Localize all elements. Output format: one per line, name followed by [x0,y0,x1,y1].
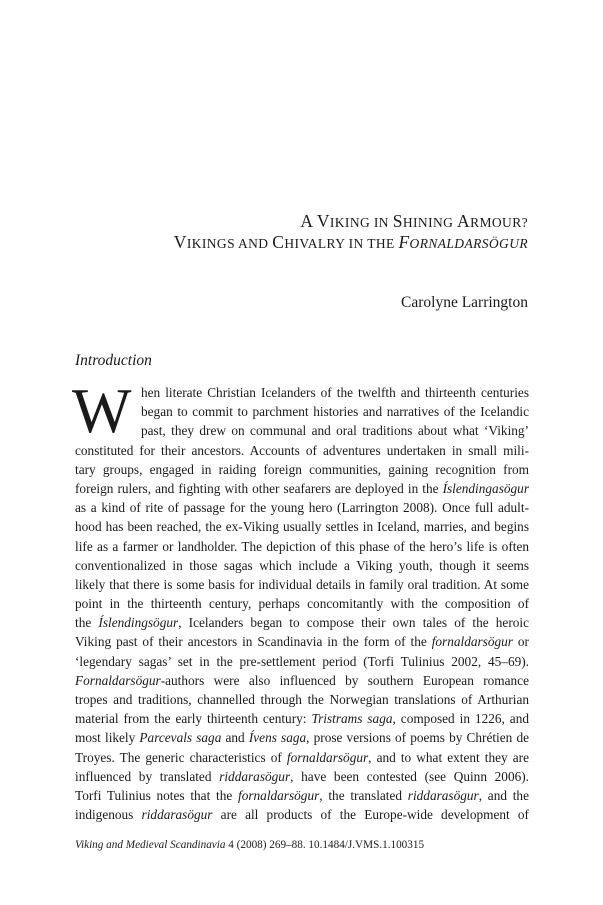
saga-term: Íslendingsögur [98,615,179,631]
article-title-line-1 [58,211,528,232]
body-line: indigenous riddarasögur are all products of the Europe-wide development of [75,807,529,823]
saga-term: fornaldarsögur [431,634,513,650]
title-text: C [272,232,285,252]
body-line: began to commit to parchment histories and narratives of the Icelandic [141,404,529,420]
title-text: V [173,232,187,252]
saga-term: Fornaldarsögur [75,672,161,688]
saga-term: fornaldarsögur [238,787,320,803]
body-line: as a kind of rite of passage for the young hero (Larrington 2008). Once full adult- [75,500,529,516]
journal-name: Viking and Medieval Scandinavia [75,839,226,851]
title-text: V [312,211,330,231]
article-title-line-2 [58,232,528,253]
saga-term: Tristrams saga [311,711,393,727]
body-line: ‘legendary sagas’ set in the pre-settlement period (Torfi Tulinius 2002, 45–69). [75,653,529,669]
body-line: Troyes. The generic characteristics of fornaldarsögur, and to what extent they are [75,749,530,765]
saga-term: Ívens saga [248,730,307,746]
saga-term: Parcevals saga [139,730,222,746]
body-line: life as a farmer or landholder. The depiction of this phase of the hero’s life is often [75,538,529,554]
saga-term: riddarasögur [407,787,479,803]
saga-term: riddarasögur [219,768,291,784]
title-text: HINING [402,215,458,230]
article-body [72,376,530,824]
body-line: point in the thirteenth century, perhaps concomitantly with the composition of [75,596,529,612]
section-heading: Introduction [75,352,152,369]
title-text: S [392,211,403,231]
citation-footer [75,839,424,851]
title-text: A [457,211,471,231]
body-line: foreign rulers, and fighting with other seafarers are deployed in the Íslendingasögur [75,480,529,496]
body-line: tary groups, engaged in raiding foreign communities, gaining recognition from [75,461,529,477]
body-line: conventionalized in those sagas which include a Viking youth, though it seems [75,557,529,573]
body-line: material from the early thirteenth century: Tristrams saga, composed in 1226, and [75,711,529,727]
body-line: the Íslendingsögur, Icelanders began to compose their own tales of the heroic [75,615,529,631]
title-text: IKING IN [329,215,393,230]
body-line: influenced by translated riddarasögur, have been contested (see Quinn 2006). [75,768,530,784]
saga-term: Íslendingasögur [442,480,529,496]
author-name: Carolyne Larrington [401,294,528,311]
saga-term: fornaldarsögur [286,749,369,765]
body-line: Viking past of their ancestors in Scandinavia in the form of the fornaldarsögur or [75,634,529,650]
body-line: hood has been reached, the ex-Viking usually settles in Iceland, marries, and begins [75,519,529,535]
body-line: Fornaldarsögur-authors were also influenced by southern European romance [75,672,529,688]
body-line: Torfi Tulinius notes that the fornaldarsögur, the translated riddarasögur, and the [75,787,529,803]
title-text: IKINGS AND [186,236,273,251]
body-line: most likely Parcevals saga and Ívens saga, prose versions of poems by Chrétien de [75,730,529,746]
body-line: tropes and traditions, channelled through the Norwegian translations of Arthurian [75,692,529,707]
citation-details: 4 (2008) 269–88. 10.1484/J.VMS.1.100315 [225,839,425,851]
title-text: RMOUR? [470,215,528,230]
title-text: HIVALRY IN THE [284,236,399,251]
body-line: hen literate Christian Icelanders of the twelfth and thirteenth centuries [141,385,529,400]
saga-term: riddarasögur [141,807,213,823]
title-text: ORNALDARSÖGUR [409,236,528,251]
body-line: past, they drew on communal and oral traditions about what ‘Viking’ [141,423,529,439]
body-line: likely that there is some basis for individual details in family oral tradition. At some [75,576,529,592]
title-text: A [300,211,313,231]
body-line: constituted for their ancestors. Accounts of adventures undertaken in small mili- [75,442,529,458]
title-text: F [398,232,410,252]
drop-cap: W [72,376,132,446]
